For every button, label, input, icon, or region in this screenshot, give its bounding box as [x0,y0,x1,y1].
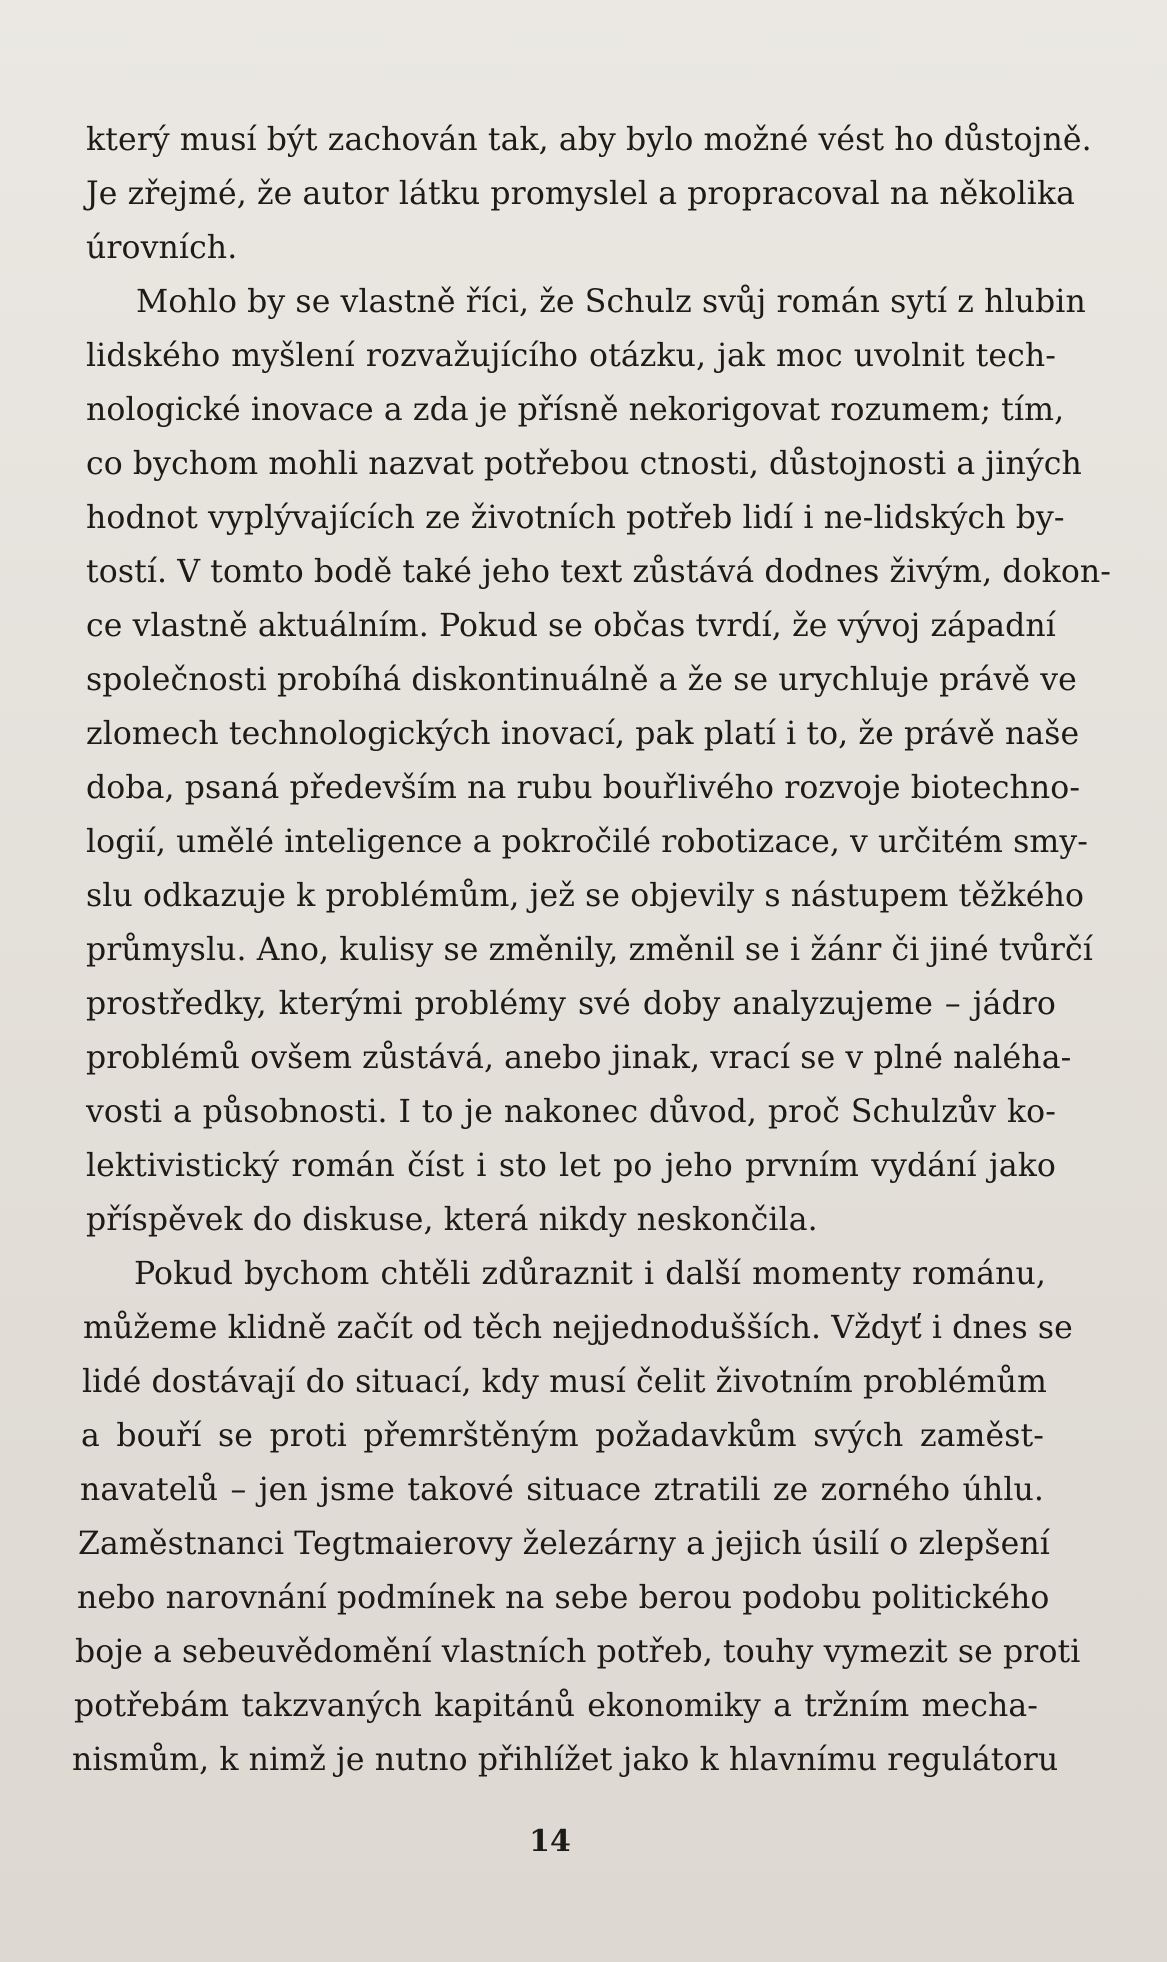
text-line: boje a sebeuvědomění vlastních potřeb, touhy vymezit se proti [75,1634,1081,1670]
text-line: vosti a působnosti. I to je nakonec důvod, proč Schulzův ko- [86,1094,1056,1130]
text-line: Zaměstnanci Tegtmaierovy železárny a jejich úsilí o zlepšení [78,1526,1050,1562]
text-line: Pokud bychom chtěli zdůraznit i další momenty románu, [134,1256,1046,1292]
text-line: zlomech technologických inovací, pak platí i to, že právě naše [86,716,1080,752]
text-line: ce vlastně aktuálním. Pokud se občas tvrdí, že vývoj západní [86,608,1056,644]
text-line: prostředky, kterými problémy své doby analyzujeme – jádro [86,986,1056,1022]
text-line: doba, psaná především na rubu bouřlivého rozvoje biotechno- [86,770,1081,806]
text-line: Je zřejmé, že autor látku promyslel a propracoval na několika [86,176,1076,212]
text-line: nologické inovace a zda je přísně nekorigovat rozumem; tím, [86,392,1065,428]
text-line: příspěvek do diskuse, která nikdy neskončila. [86,1202,818,1238]
text-line: který musí být zachován tak, aby bylo možné vést ho důstojně. [86,122,1092,158]
page-number: 14 [529,1824,571,1859]
text-line: problémů ovšem zůstává, anebo jinak, vrací se v plné naléha- [86,1040,1072,1076]
text-line: navatelů – jen jsme takové situace ztratili ze zorného úhlu. [80,1472,1044,1508]
text-line: slu odkazuje k problémům, jež se objevily s nástupem těžkého [86,878,1085,914]
text-line: tostí. V tomto bodě také jeho text zůstává dodnes živým, dokon- [86,554,1112,590]
text-line: lidé dostávají do situací, kdy musí čelit životním problémům [82,1364,1047,1400]
text-line: nebo narovnání podmínek na sebe berou podobu politického [77,1580,1050,1616]
text-line: úrovních. [86,230,238,266]
text-line: lektivistický román číst i sto let po jeho prvním vydání jako [86,1148,1056,1184]
text-line: lidského myšlení rozvažujícího otázku, jak moc uvolnit tech- [86,338,1056,374]
text-line: můžeme klidně začít od těch nejjednodušších. Vždyť i dnes se [83,1310,1073,1346]
text-line: Mohlo by se vlastně říci, že Schulz svůj román sytí z hlubin [136,284,1086,320]
text-line: nismům, k nimž je nutno přihlížet jako k hlavnímu regulátoru [72,1742,1059,1778]
text-line: logií, umělé inteligence a pokročilé robotizace, v určitém smy- [86,824,1088,860]
text-line: průmyslu. Ano, kulisy se změnily, změnil se i žánr či jiné tvůrčí [86,932,1093,968]
text-line: hodnot vyplývajících ze životních potřeb lidí i ne-lidských by- [86,500,1065,536]
text-line: a bouří se proti přemrštěným požadavkům svých zaměst- [81,1418,1044,1454]
text-line: potřebám takzvaných kapitánů ekonomiky a tržním mecha- [74,1688,1038,1724]
text-line: společnosti probíhá diskontinuálně a že se urychluje právě ve [86,662,1077,698]
text-line: co bychom mohli nazvat potřebou ctnosti, důstojnosti a jiných [86,446,1082,482]
